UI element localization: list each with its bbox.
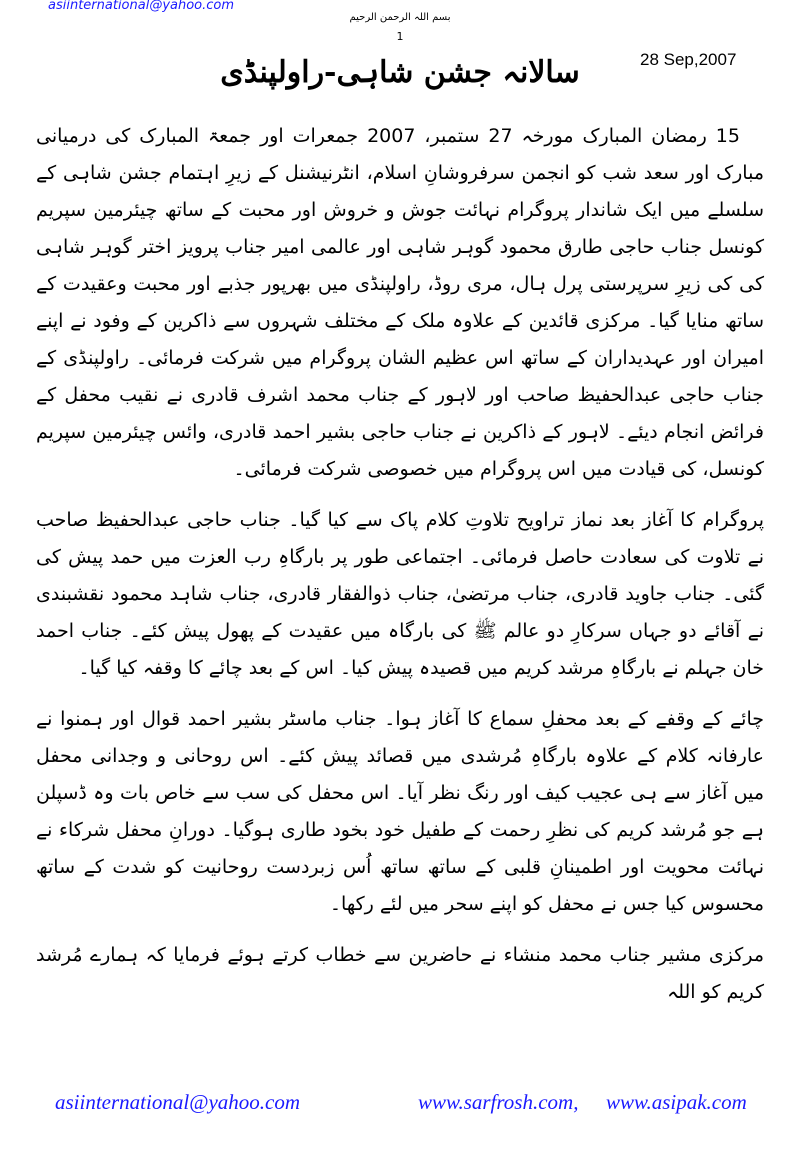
- footer-asipak-link[interactable]: www.asipak.com: [606, 1090, 747, 1114]
- document-date: 28 Sep,2007: [640, 50, 737, 69]
- paragraph: مرکزی مشیر جناب محمد منشاء نے حاضرین سے خطاب کرتے ہوئے فرمایا کہ ہمارے مُرشد کریم کو اللہ: [36, 944, 764, 1003]
- paragraph: پروگرام کا آغاز بعد نماز تراویح تلاوتِ کلام پاک سے کیا گیا۔ جناب حاجی عبدالحفیظ صاحب نے تلاوت کی سعادت حاصل فرمائی۔ اجتماعی طور پر بارگاہِ رب العزت میں حمد پیش کی گئی۔ جناب جاوید قادری، جناب مرتضیٰ، جناب ذوالفقار قادری، جناب شاہد محمود نقشبندی نے آقائے دو جہاں سرکارِ دو عالم ﷺ کی بارگاہ میں عقیدت کے پھول پیش کئے۔ جناب احمد خان جہلم نے بارگاہِ مرشد کریم میں قصیدہ پیش کیا۔ اس کے بعد چائے کا وقفہ کیا گیا۔: [36, 509, 764, 679]
- paragraph: چائے کے وقفے کے بعد محفلِ سماع کا آغاز ہوا۔ جناب ماسٹر بشیر احمد قوال اور ہمنوا نے عارفانہ کلام کے علاوہ بارگاہِ مُرشدی میں قصائد پیش کئے۔ اس روحانی و وجدانی محفل میں آغاز سے ہی عجیب کیف اور رنگ نظر آیا۔ اس محفل کی سب سے خاص بات وہ ڈسپلن ہے جو مُرشد کریم کی نظرِ رحمت کے طفیل خود بخود طاری ہوگیا۔ دورانِ محفل شرکاء نے نہائت محویت اور اطمینانِ قلبی کے ساتھ ساتھ اُس زبردست روحانیت کو شدت کے ساتھ محسوس کیا جس نے محفل کو اپنے سحر میں لئے رکھا۔: [36, 708, 764, 915]
- footer-email-link[interactable]: asiinternational@yahoo.com: [55, 1090, 301, 1114]
- footer-sarfrosh-link[interactable]: www.sarfrosh.com,: [418, 1090, 579, 1114]
- bismillah: بسم اللہ الرحمن الرحیم: [349, 12, 451, 23]
- paragraph: 15 رمضان المبارک مورخہ 27 ستمبر، 2007 جمعرات اور جمعۃ المبارک کی درمیانی مبارک اور سعد شب کو انجمن سرفروشانِ اسلام، انٹرنیشنل کے زیرِ اہتمام جشن شاہی کے سلسلے میں ایک شاندار پروگرام نہائت جوش و خروش اور محبت کے ساتھ چیئرمین سپریم کونسل جناب حاجی طارق محمود گوہر شاہی اور عالمی امیر جناب پرویز اختر گوہر شاہی کی کی زیرِ سرپرستی پرل ہال، مری روڈ، راولپنڈی میں بھرپور جذبے اور محبت وعقیدت کے ساتھ منایا گیا۔ مرکزی قائدین کے علاوہ ملک کے مختلف شہروں سے ذاکرین کے وفود نے اپنے امیران اور عہدیداران کے ساتھ اس عظیم الشان پروگرام میں شرکت فرمائی۔ راولپنڈی کے جناب حاجی عبدالحفیظ صاحب اور لاہور کے جناب محمد اشرف قادری نے نقیب محفل کے فرائض انجام دیئے۔ لاہور کے ذاکرین نے جناب حاجی بشیر احمد قادری، وائس چیئرمین سپریم کونسل، کی قیادت میں اس پروگرام میں خصوصی شرکت فرمائی۔: [36, 125, 764, 480]
- document-title: سالانہ جشن شاہی-راولپنڈی: [220, 55, 580, 90]
- top-email[interactable]: asiinternational@yahoo.com: [48, 0, 235, 13]
- page-number: 1: [396, 30, 404, 43]
- article-body: [36, 118, 764, 1025]
